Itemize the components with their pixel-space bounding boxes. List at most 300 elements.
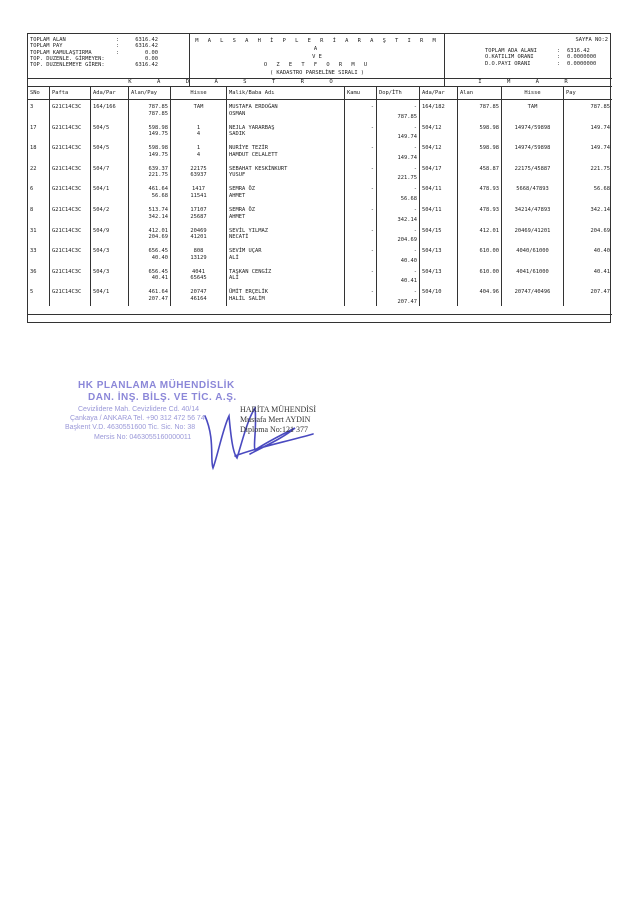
table-cell [345, 121, 377, 142]
table-cell [458, 121, 502, 142]
stamp-mersis: Mersis No: 0463055160000011 [94, 434, 192, 441]
table-cell [129, 203, 171, 224]
table-cell [420, 162, 458, 183]
ratio-row [485, 61, 605, 67]
table-cell [50, 182, 91, 203]
table-cell [91, 182, 129, 203]
cell-sno: 18 [30, 145, 37, 152]
table-cell [458, 244, 502, 265]
cell-malik: SEVİM UÇAR [229, 248, 262, 255]
cell-hisse2: 63937 [190, 172, 207, 179]
table-cell [502, 203, 564, 224]
cell-adapar: 504/1 [93, 186, 110, 193]
cell-hisse2: 4 [196, 151, 201, 158]
table-row [28, 285, 612, 306]
column-header: Hisse [171, 87, 227, 99]
table-cell [91, 224, 129, 245]
cell-ihisse: 5668/47893 [516, 186, 549, 193]
ratio-label: TOPLAM ADA ALANI [485, 48, 537, 54]
cell-malik: SEMRA ÖZ [229, 207, 255, 213]
cell-adapar: 504/1 [93, 289, 110, 296]
column-header: Malik/Baba Adı [227, 87, 345, 99]
table-cell [129, 224, 171, 245]
table-cell [227, 121, 345, 142]
cell-hisse2 [173, 111, 224, 118]
cell-kamu: - [370, 227, 374, 234]
cell-pafta: G21C14C3C [52, 186, 82, 193]
cell-sno: 22 [30, 165, 37, 172]
table-cell [171, 121, 227, 142]
table-cell [50, 162, 91, 183]
ratio-separator: : [557, 48, 561, 54]
table-row [28, 244, 612, 265]
cell-iadapar: 164/182 [422, 104, 445, 110]
cell-dop: - [413, 207, 417, 213]
ratio-value: 0.0000000 [567, 54, 597, 61]
cell-ihisse: 20747/40496 [514, 289, 551, 296]
total-label: TOP. DUZENLEMEYE GİREN: [30, 62, 105, 69]
cell-baba: AHMET [229, 213, 246, 220]
cell-sno: 6 [30, 186, 34, 193]
cell-hisse1: 20469 [190, 227, 207, 234]
table-cell [171, 100, 227, 121]
cell-alan: 513.74 [148, 207, 168, 213]
table-cell [377, 203, 420, 224]
cell-sno: 5 [30, 289, 34, 296]
table-cell [458, 182, 502, 203]
table-cell [420, 121, 458, 142]
cell-ihisse: 4041/61000 [516, 268, 549, 275]
table-cell [28, 182, 50, 203]
cell-alan: 787.85 [148, 104, 168, 110]
table-cell [458, 162, 502, 183]
table-cell [564, 224, 612, 245]
table-cell [129, 162, 171, 183]
table-cell [564, 203, 612, 224]
cell-pafta: G21C14C3C [52, 227, 82, 234]
cell-alan: 461.64 [148, 289, 168, 296]
cell-hisse2: 4 [196, 131, 201, 138]
table-cell [28, 203, 50, 224]
form-subtitle: O Z E T F O R M U [263, 62, 371, 68]
cell-pay: 56.68 [151, 192, 168, 199]
table-cell [420, 203, 458, 224]
cell-hisse1: 808 [193, 248, 204, 255]
cell-baba: NECATİ [229, 234, 249, 241]
cell-hisse1: 1417 [192, 186, 205, 193]
cell-iadapar: 504/12 [422, 145, 442, 152]
cell-dop: - [413, 289, 417, 296]
cell-hisse1: 4041 [192, 268, 205, 275]
cell-baba: ALİ [229, 254, 239, 261]
stamp-tax-info: Başkent V.D. 4630551600 Tic. Sic. No: 38 [65, 424, 196, 431]
cell-ipay: 149.74 [590, 145, 610, 152]
table-cell [345, 265, 377, 286]
table-cell [50, 100, 91, 121]
cell-ith: 40.41 [400, 278, 417, 285]
total-label: TOPLAM ALAN [30, 37, 66, 43]
form-title-ve: V E [312, 54, 322, 60]
cell-alan: 598.98 [148, 124, 168, 131]
cell-ith: 342.14 [397, 216, 417, 223]
total-label: TOPLAM PAY [30, 43, 63, 50]
cell-ith: 221.75 [397, 175, 417, 182]
cell-pafta: G21C14C3C [52, 104, 82, 110]
cell-sno: 3 [30, 104, 34, 110]
table-row [28, 141, 612, 162]
cell-baba: AHMET [229, 192, 246, 199]
cell-dop: - [413, 186, 417, 193]
cell-pay: 207.47 [148, 295, 168, 302]
table-cell [458, 203, 502, 224]
table-cell [345, 162, 377, 183]
total-label: TOPLAM KAMULAŞTIRMA [30, 49, 92, 56]
cell-ipay: 40.41 [593, 268, 610, 275]
cell-kamu: - [370, 145, 374, 152]
cell-adapar: 164/166 [93, 104, 116, 110]
table-cell [129, 182, 171, 203]
column-header-row [28, 87, 612, 100]
table-cell [564, 162, 612, 183]
table-cell [377, 224, 420, 245]
cell-dop: - [413, 145, 417, 152]
column-header: Ada/Par [91, 87, 129, 99]
cell-ihisse: 14974/59898 [514, 145, 551, 152]
cell-pafta: G21C14C3C [52, 207, 82, 213]
table-cell [377, 285, 420, 306]
cell-pay: 40.40 [151, 254, 168, 261]
cell-hisse2: 11541 [190, 192, 207, 199]
cell-malik: NEJLA YARARBAŞ [229, 124, 275, 131]
cell-pafta: G21C14C3C [52, 124, 82, 131]
table-cell [502, 100, 564, 121]
cell-ipay: 342.14 [590, 207, 610, 213]
kadastro-group-label: K A D A S T R O [28, 78, 445, 87]
table-cell [564, 141, 612, 162]
cell-iadapar: 504/10 [422, 289, 442, 296]
cell-malik: SEBAHAT KESKİNKURT [229, 165, 288, 172]
cell-adapar: 504/3 [93, 268, 110, 275]
stamp-address: Cevizlidere Mah. Cevizlidere Cd. 40/14 [78, 406, 199, 413]
table-cell [227, 141, 345, 162]
cell-ipay: 149.74 [590, 124, 610, 131]
cell-baba: HAMDUT CELALETT [229, 151, 278, 158]
cell-ipay: 221.75 [590, 165, 610, 172]
table-cell [502, 141, 564, 162]
cell-kamu: - [370, 186, 374, 193]
table-cell [345, 182, 377, 203]
table-cell [420, 100, 458, 121]
cell-pay: 40.41 [151, 275, 168, 282]
table-cell [171, 244, 227, 265]
cell-pay: 149.75 [148, 131, 168, 138]
table-row [28, 265, 612, 286]
stamp-phone: Çankaya / ANKARA Tel. +90 312 472 56 74 [70, 415, 205, 422]
table-cell [91, 203, 129, 224]
cell-hisse1: 1 [196, 145, 201, 152]
cell-dop: - [413, 227, 417, 234]
column-header: Kamu [345, 87, 377, 99]
table-cell [502, 285, 564, 306]
cell-ialan: 478.93 [479, 207, 499, 213]
table-cell [171, 285, 227, 306]
table-cell [564, 265, 612, 286]
total-value: 0.00 [145, 55, 158, 62]
cell-pay: 204.69 [148, 234, 168, 241]
table-cell [91, 141, 129, 162]
table-row [28, 121, 612, 142]
cell-ihisse: 20469/41201 [514, 227, 551, 234]
table-cell [420, 141, 458, 162]
cell-ipay: 787.85 [590, 104, 610, 110]
table-cell [458, 224, 502, 245]
total-separator: : [116, 37, 120, 43]
cell-malik: SEMRA ÖZ [229, 186, 255, 193]
page-number: SAYFA NO:2 [575, 37, 608, 43]
cell-sno: 31 [30, 227, 37, 234]
table-cell [91, 100, 129, 121]
table-cell [377, 141, 420, 162]
table-cell [28, 162, 50, 183]
cell-ialan: 610.00 [479, 248, 499, 255]
cell-malik: MUSTAFA ERDOĞAN [229, 104, 278, 110]
engineer-name: Mustafa Mert AYDIN [240, 415, 311, 424]
table-cell [28, 121, 50, 142]
cell-malik: NURİYE TEZİR [229, 145, 268, 152]
cell-baba: YUSUF [229, 172, 246, 179]
cell-ipay: 207.47 [590, 289, 610, 296]
table-cell [564, 100, 612, 121]
cell-ihisse: 4040/61000 [516, 248, 549, 255]
cell-dop: - [413, 124, 417, 131]
table-row [28, 162, 612, 183]
table-cell [502, 265, 564, 286]
stamp-company-type: DAN. İNŞ. BİLŞ. VE TİC. A.Ş. [88, 392, 237, 403]
cell-ialan: 598.98 [479, 124, 499, 131]
cell-alan: 656.45 [148, 248, 168, 255]
table-row [28, 203, 612, 224]
engineer-title: HARİTA MÜHENDİSİ [240, 405, 317, 414]
cell-pafta: G21C14C3C [52, 268, 82, 275]
column-header: Pafta [50, 87, 91, 99]
cell-kamu: - [370, 104, 374, 110]
table-footer-line [28, 314, 612, 322]
table-row [28, 182, 612, 203]
table-cell [171, 224, 227, 245]
cell-pafta: G21C14C3C [52, 289, 82, 296]
cell-alan: 639.37 [148, 165, 168, 172]
cell-hisse2: 41201 [190, 234, 207, 241]
table-cell [50, 265, 91, 286]
cell-kamu: - [370, 289, 374, 296]
table-cell [227, 182, 345, 203]
table-cell [345, 100, 377, 121]
cell-baba: SADIK [229, 131, 246, 138]
cell-ith: 56.68 [400, 195, 417, 202]
cell-ith: 207.47 [397, 298, 417, 305]
cell-pay: 342.14 [148, 213, 168, 220]
table-cell [227, 100, 345, 121]
table-cell [50, 285, 91, 306]
table-cell [28, 244, 50, 265]
cell-alan: 412.01 [148, 227, 168, 234]
cell-kamu: - [370, 207, 374, 213]
cell-hisse2: 13129 [190, 254, 207, 261]
table-cell [227, 244, 345, 265]
cell-ith: 787.85 [397, 113, 417, 120]
table-cell [345, 141, 377, 162]
cell-hisse2: 25687 [190, 213, 207, 220]
table-cell [28, 141, 50, 162]
table-cell [345, 203, 377, 224]
total-value: 6316.42 [135, 43, 158, 50]
total-separator: : [116, 49, 120, 56]
table-cell [564, 244, 612, 265]
table-cell [420, 265, 458, 286]
table-cell [502, 182, 564, 203]
cell-malik: TAŞKAN CENGİZ [229, 268, 272, 275]
form-title: M A L S A H İ P L E R İ A R A Ş T I R M A [195, 38, 439, 52]
cell-ith: 149.74 [397, 154, 417, 161]
table-cell [91, 265, 129, 286]
cell-ialan: 458.87 [479, 165, 499, 172]
table-cell [377, 162, 420, 183]
cell-ihisse: 22175/45887 [514, 165, 551, 172]
cell-ialan: 404.96 [479, 289, 499, 296]
ratio-label: O.KATILIM ORANI [485, 54, 534, 61]
engineer-diploma: Diploma No:121 377 [240, 425, 308, 434]
total-value: 0.00 [145, 49, 158, 56]
column-header: Pay [566, 90, 576, 96]
cell-pay: 149.75 [148, 151, 168, 158]
ratio-separator: : [557, 54, 561, 61]
table-cell [420, 285, 458, 306]
cell-alan: 598.98 [148, 145, 168, 152]
engineer-signature-block [240, 405, 316, 435]
cell-ith: 149.74 [397, 134, 417, 141]
table-cell [458, 100, 502, 121]
table-cell [28, 265, 50, 286]
table-cell [129, 244, 171, 265]
table-cell [502, 162, 564, 183]
table-cell [171, 162, 227, 183]
summary-form [27, 33, 611, 323]
table-cell [171, 141, 227, 162]
table-cell [129, 141, 171, 162]
cell-baba: OSMAN [229, 110, 246, 117]
table-cell [50, 203, 91, 224]
cell-ialan: 787.85 [479, 104, 499, 110]
column-header: Hisse [502, 87, 564, 99]
total-value: 6316.42 [135, 37, 158, 43]
cell-kamu: - [370, 124, 374, 131]
cell-ipay: 40.40 [593, 248, 610, 255]
ratio-value: 0.0000000 [567, 60, 597, 67]
cell-malik: SEVİL YILMAZ [229, 227, 268, 234]
imar-group-label: İ M A R [445, 78, 612, 87]
cell-pay: 221.75 [148, 172, 168, 179]
table-cell [564, 121, 612, 142]
table-cell [564, 285, 612, 306]
table-cell [129, 100, 171, 121]
stamp-company-name: HK PLANLAMA MÜHENDİSLİK [78, 380, 235, 391]
cell-adapar: 504/3 [93, 248, 110, 255]
cell-iadapar: 504/12 [422, 124, 442, 131]
cell-dop: - [413, 268, 417, 275]
cell-hisse1: 20747 [190, 289, 207, 296]
cell-iadapar: 504/11 [422, 207, 442, 213]
cell-adapar: 504/7 [93, 165, 110, 172]
table-cell [227, 285, 345, 306]
cell-sno: 8 [30, 207, 34, 213]
column-header: Alan [458, 87, 502, 99]
table-cell [377, 265, 420, 286]
column-header: SNo [28, 87, 50, 99]
cell-alan: 656.45 [148, 268, 168, 275]
cell-baba: ALİ [229, 275, 239, 282]
ratio-separator: : [557, 60, 561, 67]
cell-alan: 461.64 [148, 186, 168, 193]
table-cell [28, 224, 50, 245]
table-cell [458, 141, 502, 162]
cell-ialan: 598.98 [479, 145, 499, 152]
table-cell [50, 141, 91, 162]
table-cell [502, 244, 564, 265]
table-cell [129, 285, 171, 306]
cell-pafta: G21C14C3C [52, 248, 82, 255]
cell-iadapar: 504/11 [422, 186, 442, 193]
cell-hisse1: 22175 [190, 165, 207, 172]
column-header: Alan/Pay [129, 87, 171, 99]
table-cell [91, 244, 129, 265]
ratio-label: D.O.PAYI ORANI [485, 60, 531, 67]
table-cell [227, 203, 345, 224]
table-cell [91, 162, 129, 183]
cell-hisse1: TAM [193, 104, 204, 110]
table-cell [91, 285, 129, 306]
ratio-value: 6316.42 [567, 48, 590, 54]
table-cell [171, 182, 227, 203]
cell-malik: ÜMİT ERÇELİK [229, 289, 268, 296]
table-cell [91, 121, 129, 142]
table-cell [458, 265, 502, 286]
table-cell [171, 203, 227, 224]
cell-dop: - [413, 165, 417, 172]
cell-kamu: - [370, 165, 374, 172]
cell-baba: HALİL SALİM [229, 295, 265, 302]
table-cell [420, 224, 458, 245]
cell-ipay: 56.68 [593, 186, 610, 193]
column-header: Dop/İTh [377, 87, 420, 99]
cell-adapar: 504/5 [93, 124, 110, 131]
table-cell [345, 224, 377, 245]
cell-pay: 787.85 [148, 110, 168, 117]
table-cell [345, 285, 377, 306]
total-separator: : [116, 43, 120, 50]
cell-ith: 40.40 [400, 257, 417, 264]
table-cell [420, 244, 458, 265]
table-cell [227, 265, 345, 286]
table-cell [420, 182, 458, 203]
table-cell [129, 121, 171, 142]
cell-iadapar: 504/15 [422, 227, 442, 234]
cell-iadapar: 504/13 [422, 268, 442, 275]
total-row [30, 62, 189, 68]
cell-hisse1: 17107 [190, 207, 207, 213]
table-cell [502, 224, 564, 245]
cell-iadapar: 504/13 [422, 248, 442, 255]
total-value: 6316.42 [135, 62, 158, 69]
